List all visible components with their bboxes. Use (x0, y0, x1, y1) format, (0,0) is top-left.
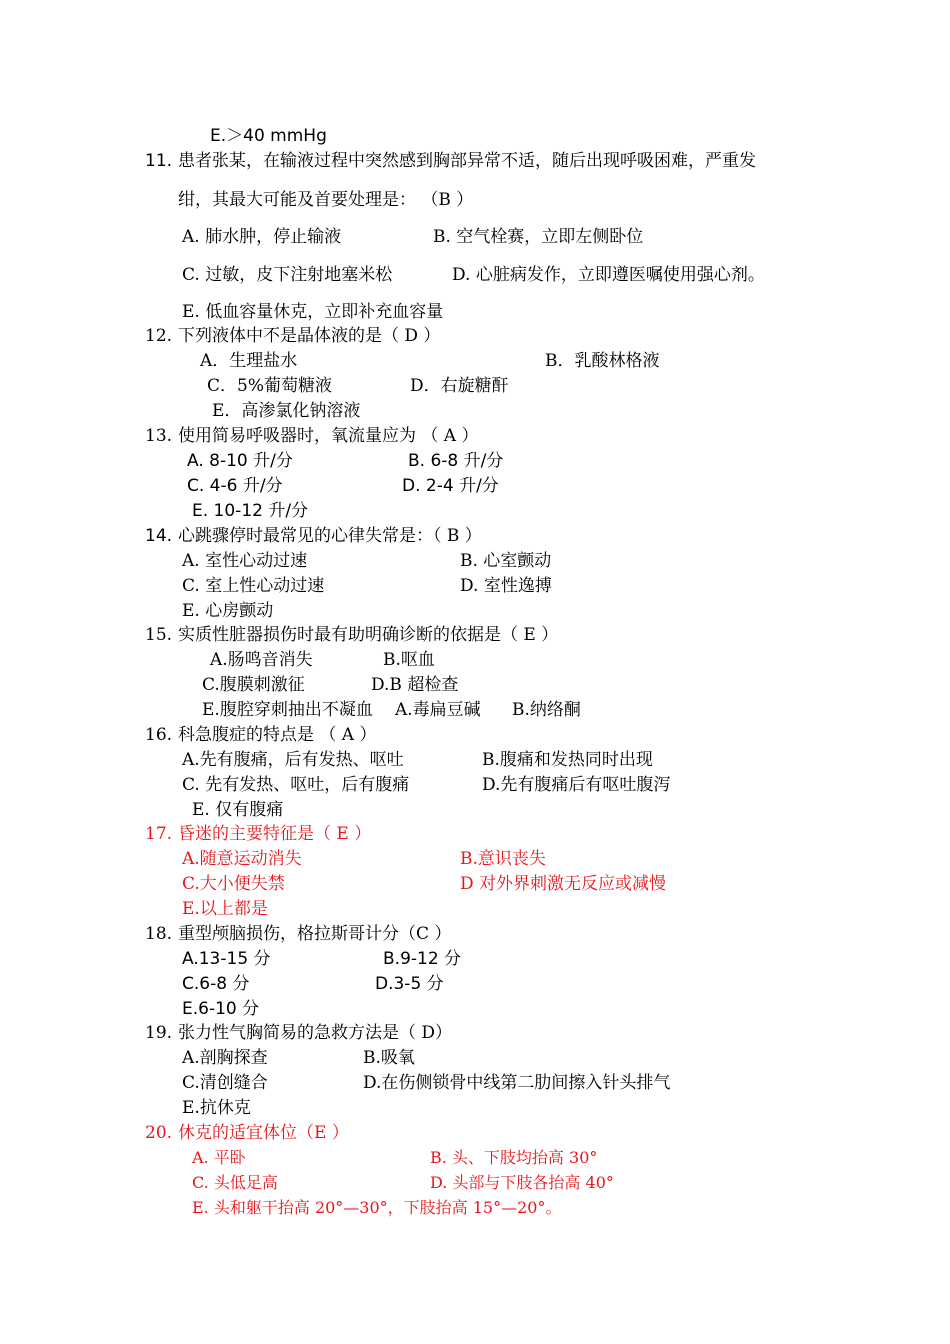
q20-option-e: E. 头和躯干抬高 20°—30°，下肢抬高 15°—20°。 (192, 1198, 562, 1217)
q11-option-a: A. 肺水肿，停止输液 (182, 227, 342, 247)
q18-option-a: A.13-15 分 (182, 949, 271, 969)
q16-stem: 科急腹症的特点是 （ A ） (178, 725, 377, 745)
q16-option-e: E. 仅有腹痛 (192, 800, 284, 820)
q15-option-c: C.腹膜刺激征 (202, 675, 305, 695)
q12-stem: 下列液体中不是晶体液的是（ D ） (178, 326, 441, 346)
q11-stem-line1: 患者张某，在输液过程中突然感到胸部异常不适，随后出现呼吸困难，严重发 (178, 151, 756, 171)
q18-option-c: C.6-8 分 (182, 974, 250, 994)
q15-option-b: B.呕血 (383, 650, 435, 670)
q13-option-b: B. 6-8 升/分 (408, 451, 504, 471)
q10-option-e: E.＞40 mmHg (210, 126, 327, 146)
q19-option-a: A.剖胸探查 (182, 1048, 268, 1068)
q14-option-a: A. 室性心动过速 (182, 551, 308, 571)
q19-option-c: C.清创缝合 (182, 1073, 268, 1093)
q18-option-b: B.9-12 分 (383, 949, 462, 969)
q16-option-c: C. 先有发热、呕吐，后有腹痛 (182, 775, 410, 795)
q11-option-b: B. 空气栓赛，立即左侧卧位 (433, 227, 644, 247)
q15-option-a: A.肠鸣音消失 (210, 650, 313, 670)
q14-option-e: E. 心房颤动 (182, 601, 274, 621)
q14-number: 14. (145, 526, 173, 546)
q12-number: 12. (145, 326, 173, 346)
q11-stem-line2: 绀，其最大可能及首要处理是： （B ） (178, 190, 474, 210)
q11-option-e: E. 低血容量休克，立即补充血容量 (182, 302, 444, 322)
q15-stem: 实质性脏器损伤时最有助明确诊断的依据是（ E ） (178, 625, 559, 645)
q20-stem: 休克的适宜体位（E ） (178, 1123, 349, 1143)
q19-option-d: D.在伤侧锁骨中线第二肋间擦入针头排气 (363, 1073, 671, 1093)
q17-number: 17. (145, 824, 173, 844)
q17-option-c: C.大小便失禁 (182, 874, 285, 894)
q16-option-b: B.腹痛和发热同时出现 (482, 750, 653, 770)
q12-option-c: C．5%葡萄糖液 (207, 376, 332, 396)
q18-stem: 重型颅脑损伤，格拉斯哥计分（C ） (178, 924, 452, 944)
q13-option-d: D. 2-4 升/分 (402, 476, 499, 496)
q17-option-b: B.意识丧失 (460, 849, 546, 869)
q16-option-a: A.先有腹痛，后有发热、呕吐 (182, 750, 404, 770)
q18-option-e: E.6-10 分 (182, 999, 260, 1019)
q12-option-b: B．乳酸林格液 (545, 351, 660, 371)
q20-option-b: B. 头、下肢均抬高 30° (430, 1148, 598, 1167)
q11-option-d: D. 心脏病发作，立即遵医嘱使用强心剂。 (452, 265, 765, 285)
q12-option-d: D．右旋糖酐 (410, 376, 509, 396)
q13-option-a: A. 8-10 升/分 (187, 451, 293, 471)
q18-option-d: D.3-5 分 (375, 974, 444, 994)
q16-number: 16. (145, 725, 173, 745)
q19-option-e: E.抗休克 (182, 1098, 251, 1118)
q11-number: 11. (145, 151, 173, 171)
q20-number: 20. (145, 1123, 173, 1143)
q14-option-b: B. 心室颤动 (460, 551, 552, 571)
q13-option-e: E. 10-12 升/分 (192, 501, 309, 521)
q17-stem: 昏迷的主要特征是（ E ） (178, 824, 372, 844)
q17-option-a: A.随意运动消失 (182, 849, 302, 869)
q12-option-e: E．高渗氯化钠溶液 (212, 401, 361, 421)
q20-option-a: A. 平卧 (192, 1148, 246, 1167)
q20-option-d: D. 头部与下肢各抬高 40° (430, 1173, 614, 1192)
q15-option-e: E.腹腔穿刺抽出不凝血 (202, 700, 373, 720)
q19-number: 19. (145, 1023, 173, 1043)
q11-option-c: C. 过敏，皮下注射地塞米松 (182, 265, 393, 285)
q15-number: 15. (145, 625, 173, 645)
q15-option-d: D.B 超检查 (371, 675, 459, 695)
q15-extra-a: A.毒扁豆碱 (395, 700, 481, 720)
q12-option-a: A．生理盐水 (200, 351, 298, 371)
q20-option-c: C. 头低足高 (192, 1173, 278, 1192)
q19-stem: 张力性气胸简易的急救方法是（ D） (178, 1023, 453, 1043)
q14-option-d: D. 室性逸搏 (460, 576, 552, 596)
q16-option-d: D.先有腹痛后有呕吐腹泻 (482, 775, 671, 795)
q17-option-e: E.以上都是 (182, 899, 268, 919)
q18-number: 18. (145, 924, 173, 944)
q13-option-c: C. 4-6 升/分 (187, 476, 283, 496)
q13-number: 13. (145, 426, 173, 446)
q15-extra-b: B.纳络酮 (512, 700, 581, 720)
q17-option-d: D 对外界刺激无反应或减慢 (460, 874, 667, 894)
q14-stem: 心跳骤停时最常见的心律失常是：（ B ） (178, 526, 482, 546)
q19-option-b: B.吸氧 (363, 1048, 415, 1068)
q14-option-c: C. 室上性心动过速 (182, 576, 325, 596)
q13-stem: 使用简易呼吸器时，氧流量应为 （ A ） (178, 426, 479, 446)
